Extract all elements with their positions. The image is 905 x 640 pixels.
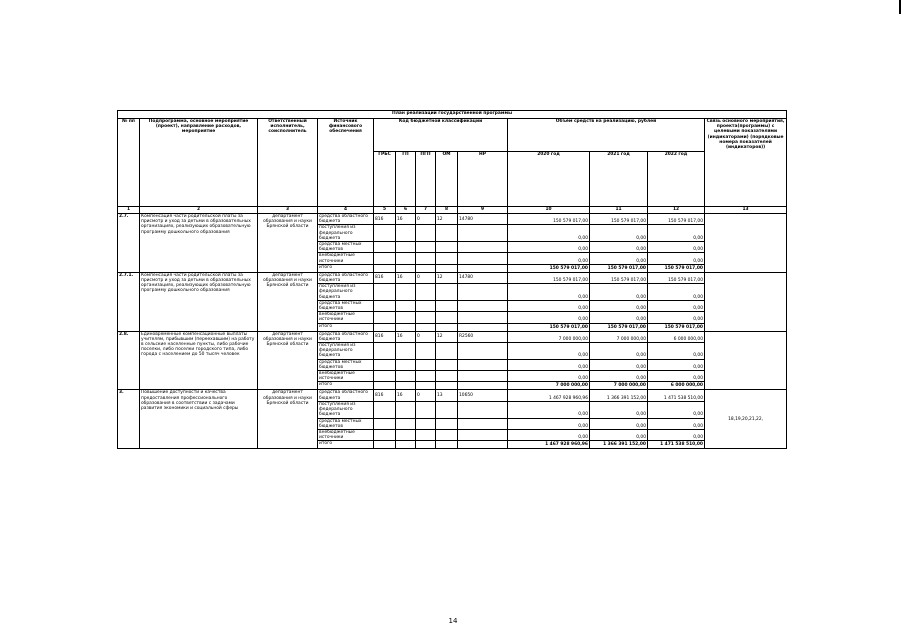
amount-2022: 6 000 000,00: [648, 382, 705, 390]
kbk-nr: 14780: [458, 214, 508, 225]
amount-2021: 7 000 000,00: [590, 382, 648, 390]
amount-2022: 0,00: [648, 359, 705, 370]
kbk-empty: [374, 323, 396, 331]
source-label: средства областного бюджета: [318, 390, 374, 401]
col-number: 10: [508, 207, 590, 214]
row-link: 18,19,20,21,22,: [705, 390, 787, 449]
col-number: 5: [374, 207, 396, 214]
kbk-empty: [416, 382, 436, 390]
amount-2020: 7 000 000,00: [508, 331, 590, 342]
kbk-om: 12: [436, 214, 458, 225]
amount-2020: 150 579 017,00: [508, 323, 590, 331]
kbk-empty: [436, 371, 458, 382]
kbk-empty: [396, 323, 416, 331]
amount-2022: 150 579 017,00: [648, 272, 705, 283]
kbk-pgp: 0: [416, 331, 436, 342]
kbk-empty: [396, 242, 416, 253]
kbk-empty: [396, 359, 416, 370]
amount-2021: 0,00: [590, 343, 648, 360]
amount-2020: 0,00: [508, 284, 590, 301]
kbk-empty: [416, 323, 436, 331]
source-label: поступления из федерального бюджета: [318, 343, 374, 360]
program-plan-table: [117, 110, 787, 449]
kbk-empty: [396, 371, 416, 382]
source-label: итого: [318, 382, 374, 390]
amount-2020: 150 579 017,00: [508, 264, 590, 272]
kbk-empty: [374, 300, 396, 311]
amount-2020: 0,00: [508, 371, 590, 382]
table-row: [118, 272, 787, 283]
kbk-empty: [396, 418, 416, 429]
header-grbs: ГРБС: [374, 152, 396, 207]
kbk-empty: [416, 312, 436, 323]
amount-2020: 0,00: [508, 418, 590, 429]
kbk-empty: [458, 441, 508, 449]
kbk-gp: 16: [396, 390, 416, 401]
amount-2020: 0,00: [508, 312, 590, 323]
kbk-empty: [436, 382, 458, 390]
amount-2022: 1 471 538 510,00: [648, 441, 705, 449]
amount-2021: 7 000 000,00: [590, 331, 648, 342]
amount-2021: 0,00: [590, 371, 648, 382]
kbk-empty: [436, 300, 458, 311]
amount-2020: 0,00: [508, 343, 590, 360]
kbk-empty: [416, 371, 436, 382]
col-number: 2: [140, 207, 258, 214]
kbk-empty: [416, 343, 436, 360]
kbk-gp: 16: [396, 214, 416, 225]
source-label: средства областного бюджета: [318, 214, 374, 225]
kbk-om: 12: [436, 272, 458, 283]
kbk-empty: [458, 242, 508, 253]
kbk-empty: [416, 300, 436, 311]
page-edge-mark: [899, 0, 901, 14]
kbk-empty: [396, 225, 416, 242]
amount-2022: 0,00: [648, 343, 705, 360]
source-label: средства местных бюджетов: [318, 418, 374, 429]
kbk-empty: [374, 401, 396, 418]
header-2020: 2020 год: [508, 152, 590, 207]
amount-2021: 0,00: [590, 429, 648, 440]
kbk-empty: [374, 253, 396, 264]
amount-2021: 1 366 391 152,00: [590, 441, 648, 449]
kbk-grbs: 816: [374, 272, 396, 283]
amount-2022: 0,00: [648, 371, 705, 382]
source-label: поступления из федерального бюджета: [318, 225, 374, 242]
kbk-empty: [458, 359, 508, 370]
kbk-empty: [458, 253, 508, 264]
row-number: 2.7.1.: [118, 272, 140, 331]
source-label: внебюджетные источники: [318, 371, 374, 382]
kbk-empty: [374, 242, 396, 253]
kbk-empty: [374, 225, 396, 242]
header-pgp: ПГП: [416, 152, 436, 207]
source-label: внебюджетные источники: [318, 312, 374, 323]
kbk-empty: [458, 312, 508, 323]
kbk-empty: [436, 284, 458, 301]
table-row: [118, 390, 787, 401]
kbk-empty: [458, 300, 508, 311]
kbk-empty: [396, 343, 416, 360]
amount-2022: 0,00: [648, 253, 705, 264]
col-number: 1: [118, 207, 140, 214]
amount-2022: 0,00: [648, 429, 705, 440]
amount-2020: 7 000 000,00: [508, 382, 590, 390]
amount-2020: 150 579 017,00: [508, 214, 590, 225]
amount-2021: 0,00: [590, 312, 648, 323]
kbk-empty: [436, 225, 458, 242]
kbk-pgp: 0: [416, 390, 436, 401]
row-name: Повышение доступности и качества предоставления профессионального образования в соответствии с задачами развития экономики и социальной сферы: [140, 390, 258, 449]
kbk-empty: [458, 429, 508, 440]
header-nr: НР: [458, 152, 508, 207]
col-number: 8: [436, 207, 458, 214]
kbk-empty: [416, 359, 436, 370]
kbk-pgp: 0: [416, 214, 436, 225]
kbk-empty: [416, 264, 436, 272]
row-number: 2.8.: [118, 331, 140, 390]
col-number: 7: [416, 207, 436, 214]
row-responsible: департамент образования и науки Брянской области: [258, 272, 318, 331]
kbk-empty: [396, 382, 416, 390]
source-label: средства областного бюджета: [318, 272, 374, 283]
kbk-empty: [396, 253, 416, 264]
amount-2022: 0,00: [648, 300, 705, 311]
amount-2022: 0,00: [648, 418, 705, 429]
amount-2020: 150 579 017,00: [508, 272, 590, 283]
table-row: [118, 214, 787, 225]
col-number: 6: [396, 207, 416, 214]
source-label: средства местных бюджетов: [318, 242, 374, 253]
source-label: итого: [318, 441, 374, 449]
kbk-empty: [396, 264, 416, 272]
amount-2022: 0,00: [648, 284, 705, 301]
header-gp: ГП: [396, 152, 416, 207]
row-name: Единовременные компенсационные выплаты учителям, прибывшим (переехавшим) на работу в сельские населенные пункты, либо рабочие поселки, либо поселки городского типа, либо города с населением до 50 тысяч человек: [140, 331, 258, 390]
amount-2022: 150 579 017,00: [648, 214, 705, 225]
amount-2021: 150 579 017,00: [590, 264, 648, 272]
source-label: итого: [318, 323, 374, 331]
amount-2021: 0,00: [590, 284, 648, 301]
col-number: 9: [458, 207, 508, 214]
kbk-empty: [416, 441, 436, 449]
kbk-empty: [458, 323, 508, 331]
amount-2021: 0,00: [590, 253, 648, 264]
kbk-om: 13: [436, 390, 458, 401]
amount-2020: 1 467 928 960,96: [508, 441, 590, 449]
amount-2020: 0,00: [508, 242, 590, 253]
amount-2020: 0,00: [508, 300, 590, 311]
amount-2020: 0,00: [508, 429, 590, 440]
kbk-grbs: 816: [374, 214, 396, 225]
amount-2022: 0,00: [648, 242, 705, 253]
col-number: 3: [258, 207, 318, 214]
kbk-empty: [458, 343, 508, 360]
kbk-empty: [396, 300, 416, 311]
row-link: [705, 272, 787, 331]
source-label: внебюджетные источники: [318, 253, 374, 264]
amount-2020: 0,00: [508, 401, 590, 418]
header-kbk: Код бюджетной классификации: [374, 119, 508, 152]
row-name: Компенсация части родительской платы за присмотр и уход за детьми в образовательных организациях, реализующих образовательную программу дошкольного образования: [140, 214, 258, 273]
col-number: 11: [590, 207, 648, 214]
kbk-empty: [458, 418, 508, 429]
kbk-empty: [416, 284, 436, 301]
kbk-empty: [374, 429, 396, 440]
kbk-empty: [436, 312, 458, 323]
kbk-empty: [374, 312, 396, 323]
header-volume: Объём средств на реализацию, рублей: [508, 119, 705, 152]
kbk-empty: [374, 359, 396, 370]
kbk-empty: [374, 441, 396, 449]
row-name: Компенсация части родительской платы за присмотр и уход за детьми в образовательных организациях, реализующих образовательную программу дошкольного образования: [140, 272, 258, 331]
amount-2021: 0,00: [590, 359, 648, 370]
kbk-empty: [436, 253, 458, 264]
header-responsible: Ответственный исполнитель, соисполнитель: [258, 119, 318, 207]
kbk-empty: [416, 242, 436, 253]
kbk-empty: [396, 401, 416, 418]
kbk-empty: [396, 429, 416, 440]
col-number: 13: [705, 207, 787, 214]
kbk-grbs: 816: [374, 331, 396, 342]
amount-2021: 0,00: [590, 300, 648, 311]
amount-2021: 0,00: [590, 242, 648, 253]
row-number: 3.: [118, 390, 140, 449]
amount-2020: 0,00: [508, 359, 590, 370]
amount-2022: 0,00: [648, 312, 705, 323]
kbk-empty: [436, 242, 458, 253]
row-link: [705, 214, 787, 273]
kbk-om: 12: [436, 331, 458, 342]
kbk-empty: [458, 401, 508, 418]
amount-2021: 150 579 017,00: [590, 323, 648, 331]
source-label: средства областного бюджета: [318, 331, 374, 342]
row-responsible: департамент образования и науки Брянской области: [258, 331, 318, 390]
kbk-empty: [396, 284, 416, 301]
amount-2021: 0,00: [590, 418, 648, 429]
kbk-empty: [436, 359, 458, 370]
kbk-empty: [374, 382, 396, 390]
kbk-nr: 14780: [458, 272, 508, 283]
row-number: 2.7.: [118, 214, 140, 273]
kbk-empty: [374, 343, 396, 360]
kbk-nr: R2560: [458, 331, 508, 342]
kbk-empty: [416, 253, 436, 264]
kbk-empty: [436, 264, 458, 272]
kbk-empty: [396, 441, 416, 449]
kbk-empty: [374, 284, 396, 301]
amount-2022: 0,00: [648, 225, 705, 242]
amount-2021: 150 579 017,00: [590, 272, 648, 283]
table-title: План реализации государственной программы: [118, 111, 787, 119]
source-label: внебюджетные источники: [318, 429, 374, 440]
source-label: поступления из федерального бюджета: [318, 401, 374, 418]
header-link: Связь основного мероприятия, проекта(программы) с целевыми показателями (индикаторами) (порядковые номера показателей (индикаторов)): [705, 119, 787, 207]
kbk-empty: [458, 264, 508, 272]
header-2021: 2021 год: [590, 152, 648, 207]
kbk-empty: [458, 225, 508, 242]
amount-2021: 0,00: [590, 401, 648, 418]
page-number: 14: [448, 617, 458, 625]
amount-2022: 150 579 017,00: [648, 323, 705, 331]
kbk-empty: [436, 401, 458, 418]
kbk-empty: [458, 382, 508, 390]
kbk-empty: [436, 418, 458, 429]
header-num: № пп: [118, 119, 140, 207]
kbk-empty: [374, 264, 396, 272]
kbk-empty: [416, 401, 436, 418]
kbk-gp: 16: [396, 331, 416, 342]
header-2022: 2022 год: [648, 152, 705, 207]
kbk-grbs: 816: [374, 390, 396, 401]
amount-2020: 0,00: [508, 225, 590, 242]
header-name: Подпрограмма, основное мероприятие (проект), направление расходов, мероприятие: [140, 119, 258, 207]
kbk-empty: [436, 323, 458, 331]
kbk-empty: [416, 429, 436, 440]
kbk-empty: [436, 343, 458, 360]
amount-2021: 150 579 017,00: [590, 214, 648, 225]
kbk-empty: [458, 284, 508, 301]
row-responsible: департамент образования и науки Брянской области: [258, 390, 318, 449]
amount-2021: 0,00: [590, 225, 648, 242]
header-om: ОМ: [436, 152, 458, 207]
kbk-empty: [374, 418, 396, 429]
amount-2022: 6 000 000,00: [648, 331, 705, 342]
kbk-empty: [416, 418, 436, 429]
amount-2022: 1 471 538 510,00: [648, 390, 705, 401]
table-row: [118, 331, 787, 342]
amount-2022: 150 579 017,00: [648, 264, 705, 272]
row-responsible: департамент образования и науки Брянской области: [258, 214, 318, 273]
amount-2022: 0,00: [648, 401, 705, 418]
source-label: средства местных бюджетов: [318, 359, 374, 370]
kbk-empty: [416, 225, 436, 242]
source-label: поступления из федерального бюджета: [318, 284, 374, 301]
amount-2020: 0,00: [508, 253, 590, 264]
source-label: средства местных бюджетов: [318, 300, 374, 311]
col-number: 4: [318, 207, 374, 214]
kbk-pgp: 0: [416, 272, 436, 283]
amount-2021: 1 366 391 152,00: [590, 390, 648, 401]
row-link: [705, 331, 787, 390]
kbk-gp: 16: [396, 272, 416, 283]
kbk-empty: [374, 371, 396, 382]
kbk-empty: [458, 371, 508, 382]
amount-2020: 1 467 928 960,96: [508, 390, 590, 401]
kbk-empty: [436, 441, 458, 449]
source-label: итого: [318, 264, 374, 272]
kbk-nr: 10650: [458, 390, 508, 401]
header-source: Источник финансового обеспечения: [318, 119, 374, 207]
kbk-empty: [436, 429, 458, 440]
kbk-empty: [396, 312, 416, 323]
col-number: 12: [648, 207, 705, 214]
